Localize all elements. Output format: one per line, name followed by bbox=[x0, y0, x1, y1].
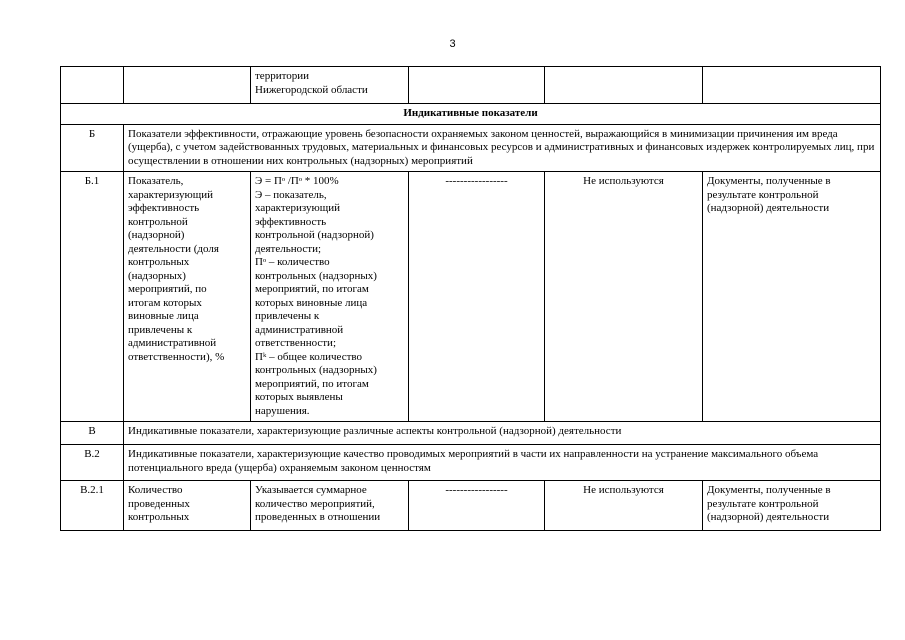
indicators-table bbox=[60, 66, 881, 531]
table-cell bbox=[124, 67, 251, 104]
row-code: В bbox=[61, 422, 124, 445]
indicator-placeholder: ----------------- bbox=[409, 481, 545, 531]
table-cell-territory: территории Нижегородской области bbox=[251, 67, 409, 104]
table-cell bbox=[703, 67, 881, 104]
indicator-name: Количество проведенных контрольных bbox=[124, 481, 251, 531]
row-code: Б.1 bbox=[61, 172, 124, 422]
indicator-placeholder: ----------------- bbox=[409, 172, 545, 422]
row-description: Показатели эффективности, отражающие уровень безопасности охраняемых законом ценностей, выражающийся в минимизации причинения им вреда (ущерба), с учетом задействованных трудовых, материальных и финансовых ресурсов и административных и финансовых издержек контролируемых лиц, при осуществлении в отношении них контрольных (надзорных) мероприятий bbox=[124, 124, 881, 172]
table-row-section bbox=[61, 104, 881, 125]
indicator-usage: Не используются bbox=[545, 481, 703, 531]
indicator-name: Показатель, характеризующий эффективность контрольной (надзорной) деятельности (доля контрольных (надзорных) мероприятий, по итогам которых виновные лица привлечены к административной ответственности), % bbox=[124, 172, 251, 422]
table-row-b1 bbox=[61, 172, 881, 422]
page-number: 3 bbox=[449, 38, 456, 50]
indicator-formula: Э = Пᵒ /Пᵒ * 100% Э – показатель, характеризующий эффективность контрольной (надзорной) деятельности; Пᵒ – количество контрольных (надзорных) мероприятий, по итогам которых виновные лица привлечены к административной ответственности; Пᵏ – общее количество контрольных (надзорных) мероприятий, по итогам которых выявлены нарушения. bbox=[251, 172, 409, 422]
table-row-v2 bbox=[61, 445, 881, 481]
row-code: В.2.1 bbox=[61, 481, 124, 531]
indicator-source: Документы, полученные в результате контрольной (надзорной) деятельности bbox=[703, 172, 881, 422]
row-description: Индикативные показатели, характеризующие качество проводимых мероприятий в части их направленности на устранение максимального объема потенциального вреда (ущерба) охраняемым законом ценностям bbox=[124, 445, 881, 481]
table-row-v21 bbox=[61, 481, 881, 531]
table-row-v bbox=[61, 422, 881, 445]
table-row-b bbox=[61, 124, 881, 172]
indicator-usage: Не используются bbox=[545, 172, 703, 422]
table-row-continued bbox=[61, 67, 881, 104]
indicator-source: Документы, полученные в результате контрольной (надзорной) деятельности bbox=[703, 481, 881, 531]
table-cell bbox=[61, 67, 124, 104]
row-code: В.2 bbox=[61, 445, 124, 481]
section-title: Индикативные показатели bbox=[61, 104, 881, 125]
indicator-formula: Указывается суммарное количество мероприятий, проведенных в отношении bbox=[251, 481, 409, 531]
table-cell bbox=[545, 67, 703, 104]
row-code: Б bbox=[61, 124, 124, 172]
row-description: Индикативные показатели, характеризующие различные аспекты контрольной (надзорной) деятельности bbox=[124, 422, 881, 445]
table-cell bbox=[409, 67, 545, 104]
